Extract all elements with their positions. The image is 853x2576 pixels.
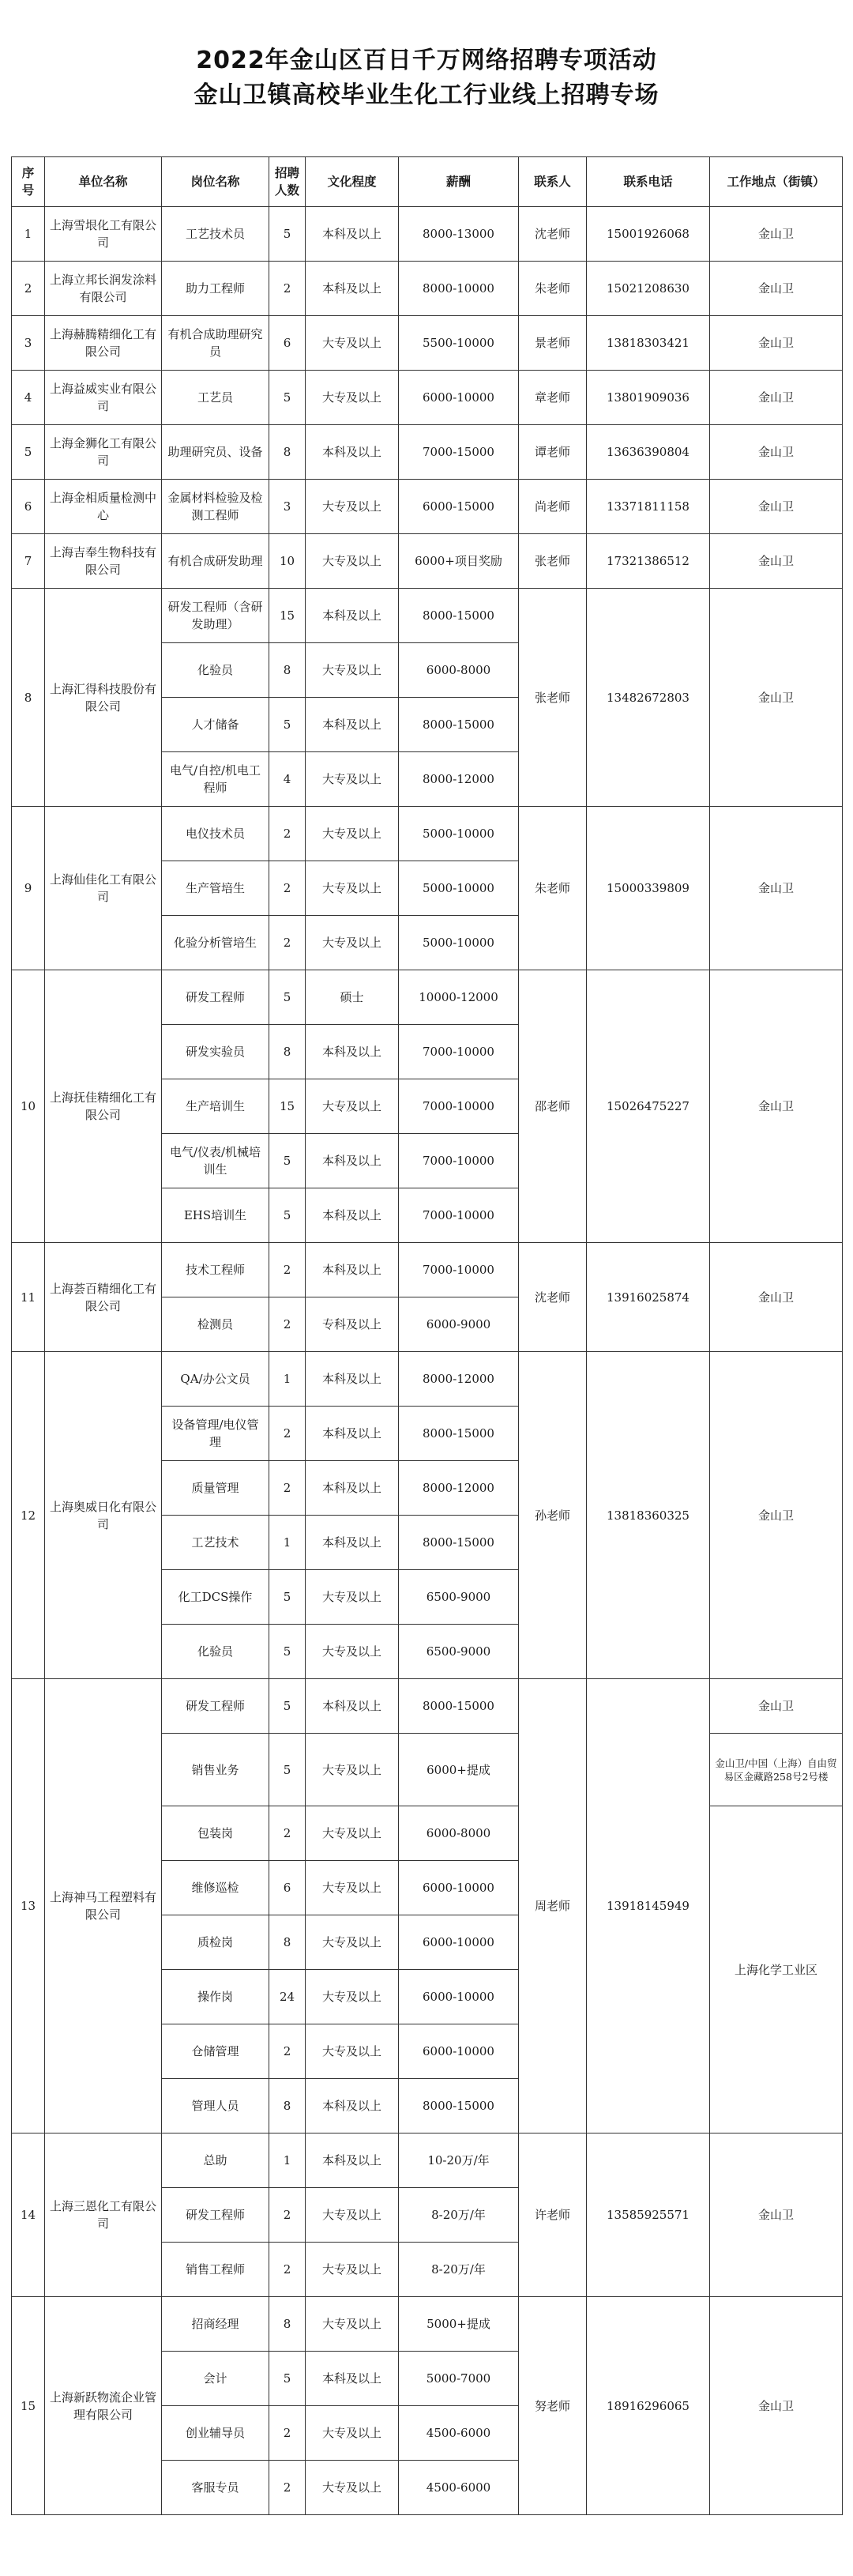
- contact-person: 邵老师: [519, 970, 587, 1243]
- contact-phone: 15000339809: [587, 807, 710, 970]
- position-education: 大专及以上: [306, 861, 399, 916]
- work-location: 金山卫: [710, 1679, 843, 1734]
- position-salary: 6500-9000: [399, 1570, 519, 1625]
- row-number: 12: [12, 1352, 45, 1679]
- position-education: 本科及以上: [306, 1461, 399, 1516]
- position-count: 2: [269, 1243, 306, 1297]
- contact-person: 谭老师: [519, 425, 587, 480]
- position-education: 本科及以上: [306, 207, 399, 262]
- position-education: 本科及以上: [306, 1188, 399, 1243]
- position-salary: 8000-12000: [399, 1352, 519, 1407]
- position-salary: 7000-15000: [399, 425, 519, 480]
- position-count: 2: [269, 2024, 306, 2079]
- work-location: 上海化学工业区: [710, 1806, 843, 2133]
- position-salary: 5500-10000: [399, 316, 519, 371]
- row-number: 10: [12, 970, 45, 1243]
- position-salary: 8-20万/年: [399, 2188, 519, 2243]
- table-row: [12, 534, 843, 589]
- position-count: 8: [269, 425, 306, 480]
- contact-phone: 13482672803: [587, 589, 710, 807]
- position-education: 本科及以上: [306, 1679, 399, 1734]
- work-location: 金山卫/中国（上海）自由贸易区金藏路258号2号楼: [710, 1734, 843, 1806]
- table-row: [12, 970, 843, 1025]
- header-row: [12, 157, 843, 207]
- company-name: 上海立邦长润发涂料有限公司: [45, 262, 162, 316]
- row-number: 6: [12, 480, 45, 534]
- position-count: 5: [269, 1188, 306, 1243]
- position-count: 2: [269, 1806, 306, 1861]
- position-count: 8: [269, 2297, 306, 2352]
- table-row: [12, 316, 843, 371]
- company-name: 上海金相质量检测中心: [45, 480, 162, 534]
- position-title: 操作岗: [162, 1970, 269, 2024]
- position-title: 研发工程师: [162, 1679, 269, 1734]
- position-education: 大专及以上: [306, 1079, 399, 1134]
- position-salary: 7000-10000: [399, 1243, 519, 1297]
- work-location: 金山卫: [710, 534, 843, 589]
- position-salary: 7000-10000: [399, 1134, 519, 1188]
- position-title: 销售工程师: [162, 2243, 269, 2297]
- company-name: 上海抚佳精细化工有限公司: [45, 970, 162, 1243]
- position-count: 2: [269, 2243, 306, 2297]
- position-education: 本科及以上: [306, 1407, 399, 1461]
- table-body: [12, 207, 843, 2515]
- position-count: 8: [269, 2079, 306, 2133]
- position-title: 生产培训生: [162, 1079, 269, 1134]
- position-salary: 5000-10000: [399, 807, 519, 861]
- position-salary: 7000-10000: [399, 1079, 519, 1134]
- position-education: 大专及以上: [306, 1806, 399, 1861]
- work-location: 金山卫: [710, 2297, 843, 2515]
- position-count: 5: [269, 1734, 306, 1806]
- position-title: 管理人员: [162, 2079, 269, 2133]
- work-location: 金山卫: [710, 371, 843, 425]
- contact-phone: 13636390804: [587, 425, 710, 480]
- contact-phone: 15001926068: [587, 207, 710, 262]
- header-position: 岗位名称: [162, 157, 269, 207]
- row-number: 5: [12, 425, 45, 480]
- position-count: 2: [269, 2461, 306, 2515]
- position-education: 本科及以上: [306, 589, 399, 643]
- position-education: 大专及以上: [306, 752, 399, 807]
- position-education: 本科及以上: [306, 2079, 399, 2133]
- position-title: 工艺技术: [162, 1516, 269, 1570]
- position-salary: 8000-15000: [399, 589, 519, 643]
- position-salary: 6000-10000: [399, 1861, 519, 1915]
- position-education: 大专及以上: [306, 1970, 399, 2024]
- contact-person: 孙老师: [519, 1352, 587, 1679]
- table-row: [12, 371, 843, 425]
- position-title: QA/办公文员: [162, 1352, 269, 1407]
- position-count: 4: [269, 752, 306, 807]
- contact-person: 周老师: [519, 1679, 587, 2133]
- position-count: 5: [269, 698, 306, 752]
- page-subtitle: 金山卫镇高校毕业生化工行业线上招聘专场: [194, 81, 659, 109]
- position-title: 客服专员: [162, 2461, 269, 2515]
- position-salary: 10000-12000: [399, 970, 519, 1025]
- recruitment-table: [11, 156, 843, 2515]
- contact-phone: 13585925571: [587, 2133, 710, 2297]
- position-title: 维修巡检: [162, 1861, 269, 1915]
- position-count: 6: [269, 1861, 306, 1915]
- position-salary: 8000-12000: [399, 1461, 519, 1516]
- position-education: 大专及以上: [306, 1734, 399, 1806]
- position-title: 检测员: [162, 1297, 269, 1352]
- position-count: 1: [269, 2133, 306, 2188]
- row-number: 2: [12, 262, 45, 316]
- position-count: 6: [269, 316, 306, 371]
- position-title: 工艺员: [162, 371, 269, 425]
- position-education: 大专及以上: [306, 1570, 399, 1625]
- position-salary: 8-20万/年: [399, 2243, 519, 2297]
- position-salary: 6000-10000: [399, 1915, 519, 1970]
- header-contact: 联系人: [519, 157, 587, 207]
- table-row: [12, 1352, 843, 1407]
- position-title: 销售业务: [162, 1734, 269, 1806]
- position-salary: 6000-8000: [399, 643, 519, 698]
- position-count: 2: [269, 2188, 306, 2243]
- position-education: 大专及以上: [306, 2243, 399, 2297]
- company-name: 上海神马工程塑料有限公司: [45, 1679, 162, 2133]
- contact-person: 许老师: [519, 2133, 587, 2297]
- page-title: 2022年金山区百日千万网络招聘专项活动: [196, 47, 657, 74]
- position-education: 本科及以上: [306, 2352, 399, 2406]
- position-title: 研发实验员: [162, 1025, 269, 1079]
- position-salary: 8000-15000: [399, 1516, 519, 1570]
- position-count: 2: [269, 1407, 306, 1461]
- company-name: 上海雪垠化工有限公司: [45, 207, 162, 262]
- work-location: 金山卫: [710, 425, 843, 480]
- position-title: 电仪技术员: [162, 807, 269, 861]
- position-education: 大专及以上: [306, 643, 399, 698]
- contact-person: 章老师: [519, 371, 587, 425]
- position-salary: 6000-8000: [399, 1806, 519, 1861]
- position-education: 大专及以上: [306, 1625, 399, 1679]
- position-education: 大专及以上: [306, 480, 399, 534]
- company-name: 上海吉奉生物科技有限公司: [45, 534, 162, 589]
- position-count: 2: [269, 861, 306, 916]
- position-title: 助理研究员、设备: [162, 425, 269, 480]
- company-name: 上海三恩化工有限公司: [45, 2133, 162, 2297]
- position-title: 研发工程师: [162, 970, 269, 1025]
- position-salary: 6000-10000: [399, 1970, 519, 2024]
- position-salary: 6000+提成: [399, 1734, 519, 1806]
- position-title: 招商经理: [162, 2297, 269, 2352]
- work-location: 金山卫: [710, 807, 843, 970]
- position-salary: 7000-10000: [399, 1188, 519, 1243]
- position-education: 大专及以上: [306, 534, 399, 589]
- contact-phone: 17321386512: [587, 534, 710, 589]
- position-count: 10: [269, 534, 306, 589]
- position-title: 研发工程师（含研发助理）: [162, 589, 269, 643]
- row-number: 4: [12, 371, 45, 425]
- table-row: [12, 2297, 843, 2352]
- position-education: 本科及以上: [306, 1352, 399, 1407]
- company-name: 上海益威实业有限公司: [45, 371, 162, 425]
- position-salary: 6000+项目奖励: [399, 534, 519, 589]
- contact-phone: 15021208630: [587, 262, 710, 316]
- header-location: 工作地点（街镇）: [710, 157, 843, 207]
- position-salary: 8000-12000: [399, 752, 519, 807]
- position-education: 大专及以上: [306, 2406, 399, 2461]
- contact-phone: 13818303421: [587, 316, 710, 371]
- row-number: 13: [12, 1679, 45, 2133]
- position-education: 大专及以上: [306, 2461, 399, 2515]
- work-location: 金山卫: [710, 1243, 843, 1352]
- row-number: 14: [12, 2133, 45, 2297]
- position-title: 化验员: [162, 643, 269, 698]
- position-count: 1: [269, 1352, 306, 1407]
- position-salary: 8000-10000: [399, 262, 519, 316]
- position-salary: 5000-10000: [399, 861, 519, 916]
- position-count: 5: [269, 2352, 306, 2406]
- position-title: 电气/仪表/机械培训生: [162, 1134, 269, 1188]
- position-title: 仓储管理: [162, 2024, 269, 2079]
- header-education: 文化程度: [306, 157, 399, 207]
- position-count: 5: [269, 1625, 306, 1679]
- position-salary: 6000-15000: [399, 480, 519, 534]
- position-education: 本科及以上: [306, 2133, 399, 2188]
- position-count: 5: [269, 371, 306, 425]
- position-count: 5: [269, 1679, 306, 1734]
- position-education: 大专及以上: [306, 807, 399, 861]
- position-education: 本科及以上: [306, 698, 399, 752]
- position-title: 质量管理: [162, 1461, 269, 1516]
- row-number: 9: [12, 807, 45, 970]
- position-title: 质检岗: [162, 1915, 269, 1970]
- position-education: 大专及以上: [306, 316, 399, 371]
- contact-person: 朱老师: [519, 262, 587, 316]
- position-title: 化验员: [162, 1625, 269, 1679]
- position-title: 总助: [162, 2133, 269, 2188]
- title-block: [11, 0, 842, 156]
- contact-phone: 13371811158: [587, 480, 710, 534]
- position-title: 有机合成研发助理: [162, 534, 269, 589]
- work-location: 金山卫: [710, 262, 843, 316]
- table-row: [12, 425, 843, 480]
- table-row: [12, 1243, 843, 1297]
- position-education: 专科及以上: [306, 1297, 399, 1352]
- header-no: 序号: [12, 157, 45, 207]
- position-salary: 8000-15000: [399, 1407, 519, 1461]
- position-title: 人才储备: [162, 698, 269, 752]
- position-salary: 6000-10000: [399, 2024, 519, 2079]
- position-title: 会计: [162, 2352, 269, 2406]
- contact-person: 景老师: [519, 316, 587, 371]
- position-education: 大专及以上: [306, 2297, 399, 2352]
- header-phone: 联系电话: [587, 157, 710, 207]
- position-salary: 5000+提成: [399, 2297, 519, 2352]
- position-salary: 6500-9000: [399, 1625, 519, 1679]
- position-education: 本科及以上: [306, 1025, 399, 1079]
- position-count: 15: [269, 1079, 306, 1134]
- work-location: 金山卫: [710, 480, 843, 534]
- position-title: 生产管培生: [162, 861, 269, 916]
- work-location: 金山卫: [710, 1352, 843, 1679]
- position-salary: 8000-13000: [399, 207, 519, 262]
- contact-person: 朱老师: [519, 807, 587, 970]
- work-location: 金山卫: [710, 970, 843, 1243]
- position-education: 本科及以上: [306, 425, 399, 480]
- position-count: 8: [269, 1025, 306, 1079]
- position-title: 化验分析管培生: [162, 916, 269, 970]
- row-number: 8: [12, 589, 45, 807]
- company-name: 上海奥威日化有限公司: [45, 1352, 162, 1679]
- company-name: 上海汇得科技股份有限公司: [45, 589, 162, 807]
- position-education: 硕士: [306, 970, 399, 1025]
- company-name: 上海仙佳化工有限公司: [45, 807, 162, 970]
- table-row: [12, 589, 843, 643]
- position-count: 2: [269, 1297, 306, 1352]
- position-title: 工艺技术员: [162, 207, 269, 262]
- company-name: 上海赫腾精细化工有限公司: [45, 316, 162, 371]
- contact-person: 努老师: [519, 2297, 587, 2515]
- position-count: 5: [269, 207, 306, 262]
- table-row: [12, 480, 843, 534]
- position-education: 大专及以上: [306, 916, 399, 970]
- position-salary: 10-20万/年: [399, 2133, 519, 2188]
- contact-person: 张老师: [519, 589, 587, 807]
- header-count: 招聘人数: [269, 157, 306, 207]
- table-row: [12, 207, 843, 262]
- position-title: 有机合成助理研究员: [162, 316, 269, 371]
- header-salary: 薪酬: [399, 157, 519, 207]
- work-location: 金山卫: [710, 207, 843, 262]
- position-salary: 4500-6000: [399, 2461, 519, 2515]
- position-education: 大专及以上: [306, 371, 399, 425]
- contact-phone: 15026475227: [587, 970, 710, 1243]
- work-location: 金山卫: [710, 589, 843, 807]
- position-title: 化工DCS操作: [162, 1570, 269, 1625]
- row-number: 11: [12, 1243, 45, 1352]
- position-count: 1: [269, 1516, 306, 1570]
- position-count: 5: [269, 1134, 306, 1188]
- position-education: 大专及以上: [306, 2188, 399, 2243]
- position-education: 本科及以上: [306, 262, 399, 316]
- table-row: [12, 262, 843, 316]
- position-count: 3: [269, 480, 306, 534]
- position-title: 研发工程师: [162, 2188, 269, 2243]
- position-count: 8: [269, 643, 306, 698]
- row-number: 3: [12, 316, 45, 371]
- position-title: EHS培训生: [162, 1188, 269, 1243]
- contact-phone: 13918145949: [587, 1679, 710, 2133]
- position-title: 设备管理/电仪管理: [162, 1407, 269, 1461]
- contact-person: 尚老师: [519, 480, 587, 534]
- position-count: 2: [269, 262, 306, 316]
- position-salary: 8000-15000: [399, 1679, 519, 1734]
- position-title: 包装岗: [162, 1806, 269, 1861]
- company-name: 上海新跃物流企业管理有限公司: [45, 2297, 162, 2515]
- work-location: 金山卫: [710, 2133, 843, 2297]
- position-count: 24: [269, 1970, 306, 2024]
- position-title: 创业辅导员: [162, 2406, 269, 2461]
- company-name: 上海金狮化工有限公司: [45, 425, 162, 480]
- table-row: [12, 807, 843, 861]
- table-row: [12, 2133, 843, 2188]
- contact-phone: 13916025874: [587, 1243, 710, 1352]
- position-salary: 4500-6000: [399, 2406, 519, 2461]
- table-row: [12, 1679, 843, 1734]
- position-salary: 5000-10000: [399, 916, 519, 970]
- company-name: 上海荟百精细化工有限公司: [45, 1243, 162, 1352]
- row-number: 15: [12, 2297, 45, 2515]
- position-salary: 6000-9000: [399, 1297, 519, 1352]
- position-education: 大专及以上: [306, 1861, 399, 1915]
- contact-person: 沈老师: [519, 1243, 587, 1352]
- work-location: 金山卫: [710, 316, 843, 371]
- position-count: 5: [269, 1570, 306, 1625]
- contact-phone: 18916296065: [587, 2297, 710, 2515]
- contact-person: 沈老师: [519, 207, 587, 262]
- position-title: 助力工程师: [162, 262, 269, 316]
- header-company: 单位名称: [45, 157, 162, 207]
- position-salary: 5000-7000: [399, 2352, 519, 2406]
- position-education: 大专及以上: [306, 1915, 399, 1970]
- contact-phone: 13801909036: [587, 371, 710, 425]
- position-title: 金属材料检验及检测工程师: [162, 480, 269, 534]
- row-number: 1: [12, 207, 45, 262]
- row-number: 7: [12, 534, 45, 589]
- position-count: 15: [269, 589, 306, 643]
- position-salary: 7000-10000: [399, 1025, 519, 1079]
- position-education: 本科及以上: [306, 1134, 399, 1188]
- position-education: 大专及以上: [306, 2024, 399, 2079]
- position-count: 5: [269, 970, 306, 1025]
- position-count: 8: [269, 1915, 306, 1970]
- position-salary: 8000-15000: [399, 698, 519, 752]
- contact-person: 张老师: [519, 534, 587, 589]
- contact-phone: 13818360325: [587, 1352, 710, 1679]
- position-title: 技术工程师: [162, 1243, 269, 1297]
- position-count: 2: [269, 807, 306, 861]
- position-title: 电气/自控/机电工程师: [162, 752, 269, 807]
- position-count: 2: [269, 916, 306, 970]
- position-count: 2: [269, 1461, 306, 1516]
- position-education: 本科及以上: [306, 1243, 399, 1297]
- position-count: 2: [269, 2406, 306, 2461]
- position-salary: 8000-15000: [399, 2079, 519, 2133]
- position-education: 本科及以上: [306, 1516, 399, 1570]
- position-salary: 6000-10000: [399, 371, 519, 425]
